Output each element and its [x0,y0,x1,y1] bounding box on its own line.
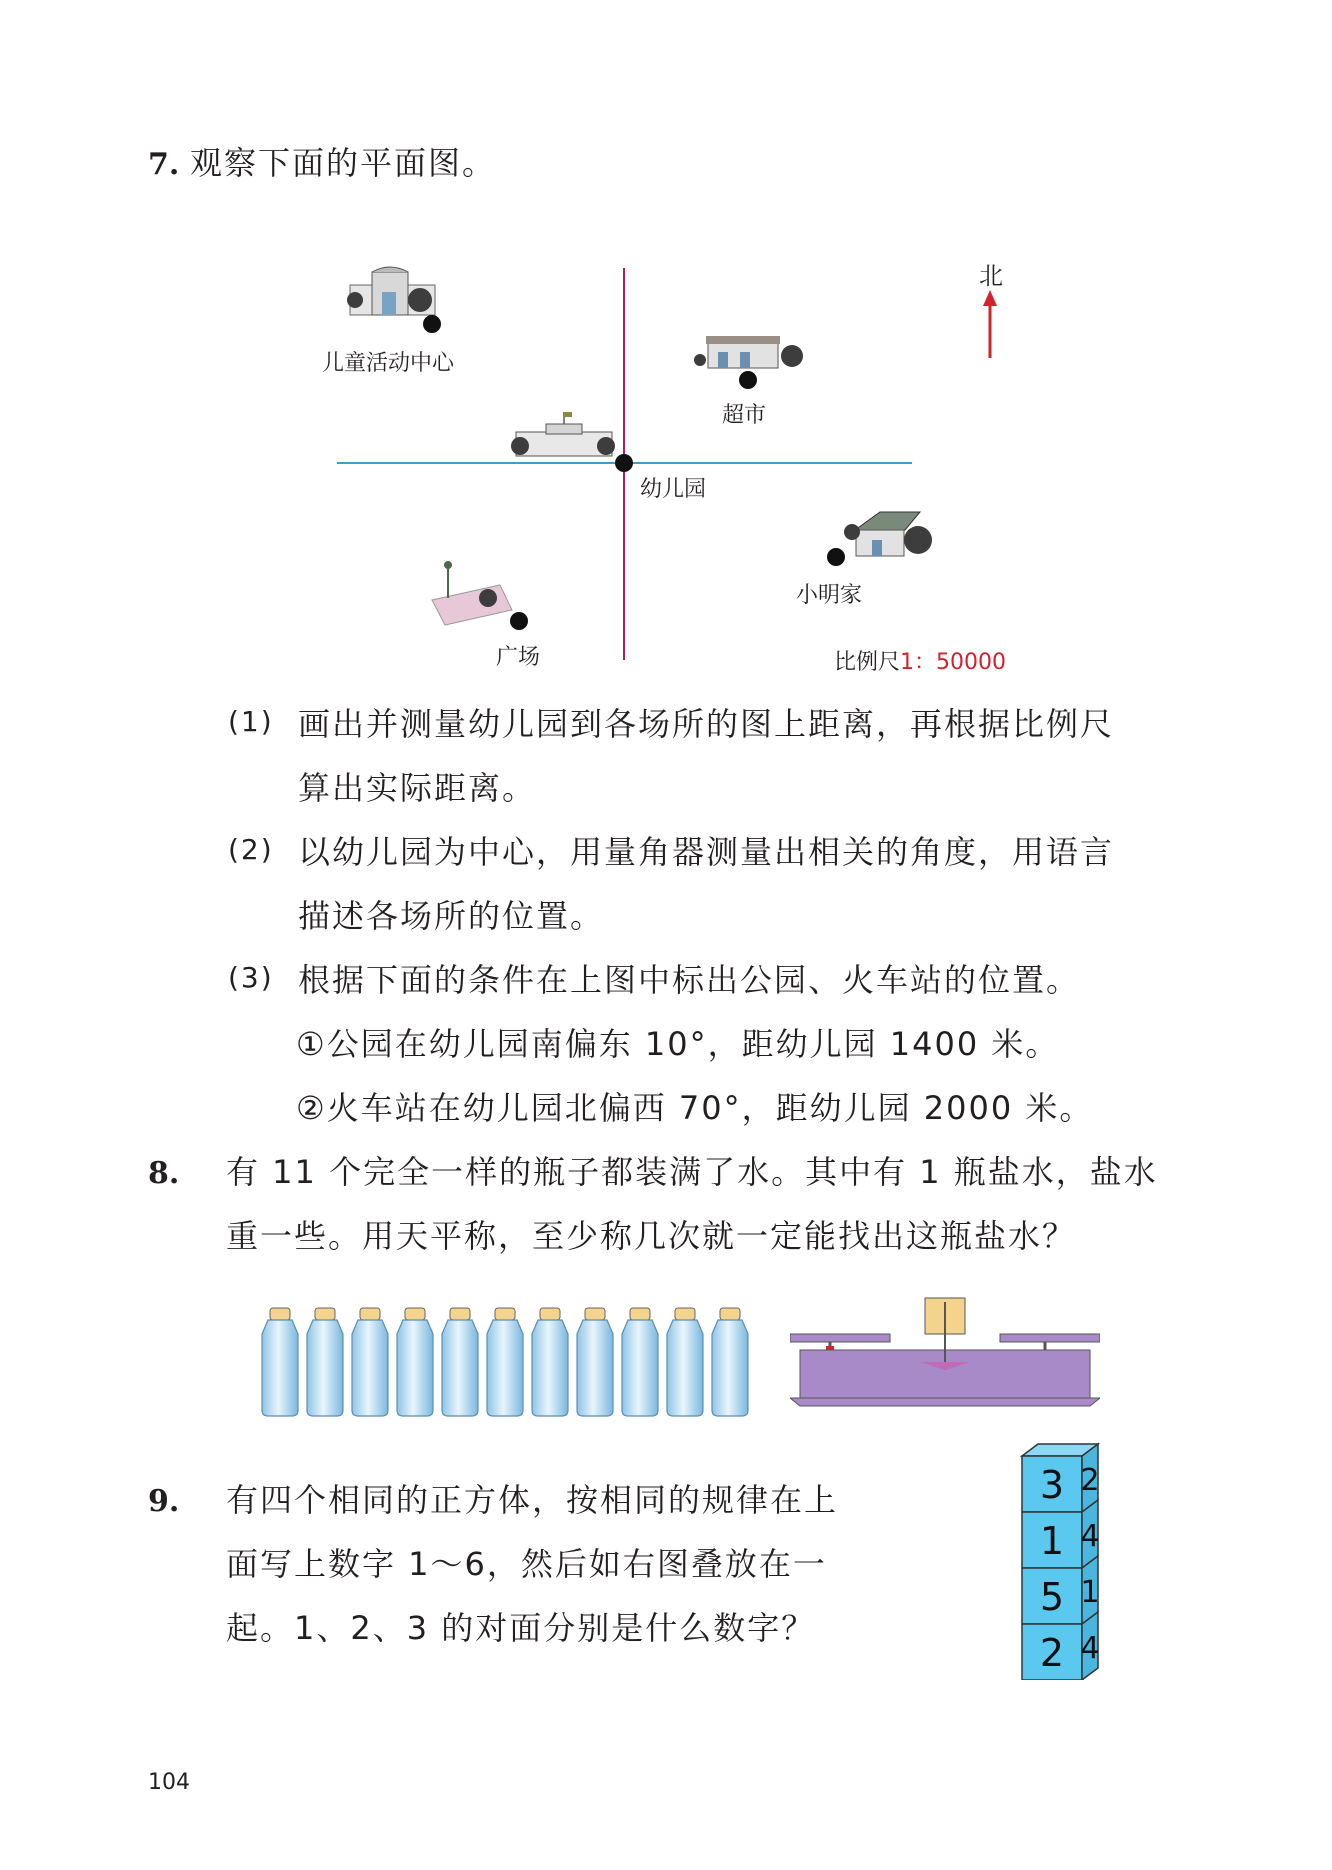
bottle-icon [667,1308,703,1416]
cube-side-number: 4 [1080,1519,1100,1554]
supermarket-label: 超市 [722,403,767,428]
north-label: 北 [979,262,1003,290]
bottles-figure [250,1300,770,1420]
supermarket-building-icon [694,336,803,368]
q7-sub3-line1: 根据下面的条件在上图中标出公园、火车站的位置。 [298,961,1081,999]
page-number: 104 [148,1770,190,1795]
q9-line1: 有四个相同的正方体，按相同的规律在上 [226,1481,839,1519]
bottle-icon [442,1308,478,1416]
kindergarten-label: 幼儿园 [640,477,707,502]
q7-sub3-cond1: ①公园在幼儿园南偏东 10°，距幼儿园 1400 米。 [296,1025,1060,1063]
balance-scale-figure [790,1290,1100,1410]
cube-front-number: 1 [1039,1519,1065,1563]
q7-sub2-line2: 描述各场所的位置。 [298,897,605,935]
q7-sub2-marker: (2) [228,833,274,866]
square-point [510,612,528,630]
q7-sub1-line2: 算出实际距离。 [298,769,537,807]
bottle-icon [397,1308,433,1416]
bottle-icon [622,1308,658,1416]
cube-front-number: 5 [1039,1575,1065,1619]
xiaoming-home-point [827,548,845,566]
square-label: 广场 [496,645,541,670]
q9-line2: 面写上数字 1～6，然后如右图叠放在一 [226,1545,827,1583]
cube-side-number: 1 [1080,1575,1100,1610]
q7-title: 观察下面的平面图。 [190,144,497,182]
q7-sub1-line1: 画出并测量幼儿园到各场所的图上距离，再根据比例尺 [298,705,1115,743]
cube-stack-figure [1010,1440,1110,1680]
bottle-icon [532,1308,568,1416]
scale-label [834,645,1006,676]
q9-number: 9. [148,1484,180,1519]
bottle-icon [262,1308,298,1416]
square-plaza-icon [432,561,512,625]
cube-side-number: 4 [1080,1631,1100,1666]
cube-side-number: 2 [1080,1463,1100,1498]
floor-plan-map [0,0,1332,680]
q8-line1: 有 11 个完全一样的瓶子都装满了水。其中有 1 瓶盐水，盐水 [226,1153,1158,1191]
q7-sub2-line1: 以幼儿园为中心，用量角器测量出相关的角度，用语言 [298,833,1115,871]
q8-line2: 重一些。用天平称，至少称几次就一定能找出这瓶盐水？ [226,1217,1077,1255]
kindergarten-building-icon [511,412,615,456]
bottle-icon [307,1308,343,1416]
children-center-building-icon [347,267,435,315]
q7-sub3-cond2: ②火车站在幼儿园北偏西 70°，距幼儿园 2000 米。 [296,1089,1094,1127]
children-center-label: 儿童活动中心 [322,351,455,376]
kindergarten-point [615,454,633,472]
q9-line3: 起。1、2、3 的对面分别是什么数字？ [226,1609,816,1647]
children-center-point [423,315,441,333]
supermarket-point [739,371,757,389]
bottle-icon [487,1308,523,1416]
bottle-icon [352,1308,388,1416]
xiaoming-home-label: 小明家 [796,583,863,608]
cube-front-number: 2 [1039,1631,1065,1675]
north-arrow-icon [983,290,997,358]
q8-number: 8. [148,1156,180,1191]
scale-text: 比例尺 [834,650,901,675]
xiaoming-house-icon [844,512,932,556]
q7-sub1-marker: (1) [228,705,274,738]
scale-value: 1：50000 [900,650,1006,675]
cube-front-number: 3 [1039,1463,1065,1507]
balance-scale-icon [790,1298,1100,1406]
bottle-icon [712,1308,748,1416]
bottle-icon [577,1308,613,1416]
q7-sub3-marker: (3) [228,961,274,994]
q7-number: 7. [148,147,180,182]
